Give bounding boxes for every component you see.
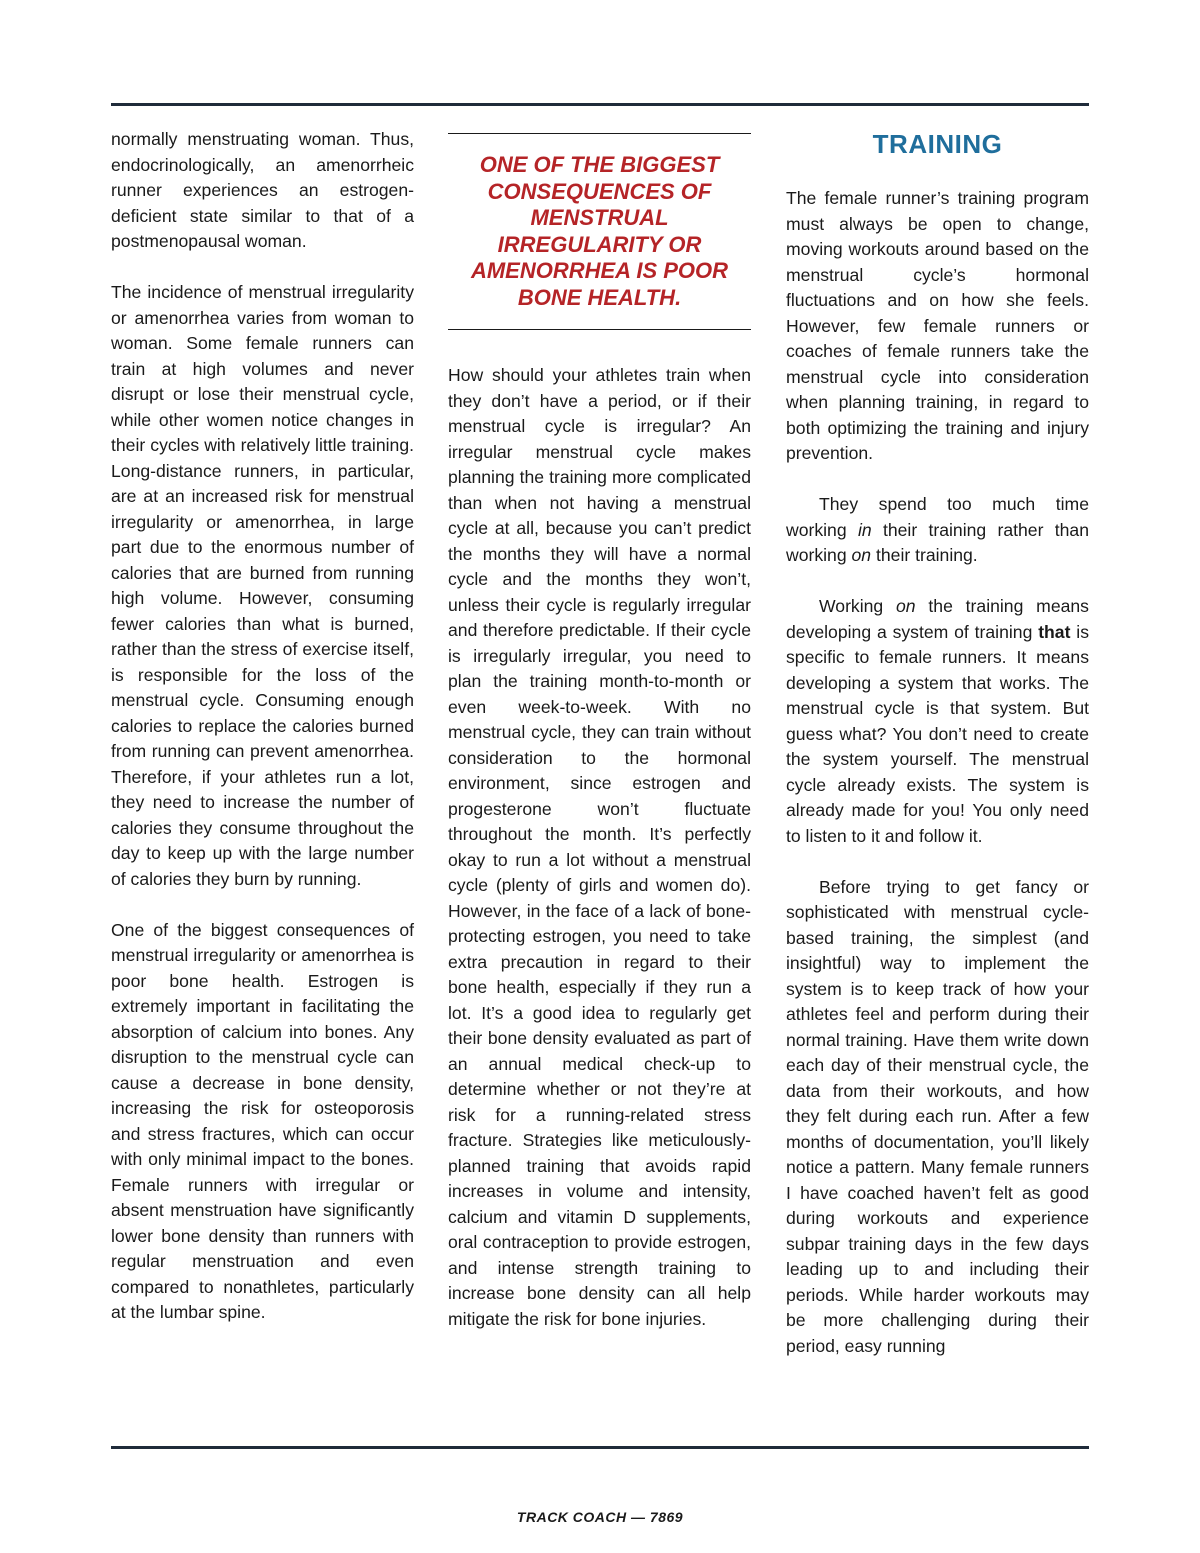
col3-paragraph-4: Before trying to get fancy or sophisticated with menstrual cycle-based training, the simplest (and insightful) way to implement the system is to keep track of how your athletes feel and perform during their normal training. Have them write down each day of their menstrual cycle, the data from their workouts, and how they felt during each run. After a few months of documentation, you’ll likely notice a pattern. Many female runners I have coached haven’t felt as good during workouts and experience subpar training days in the few days leading up to and including their periods. While harder workouts may be more challenging during their period, easy running [786,876,1089,1356]
text-run: Working [819,596,897,616]
col1-paragraph-1: normally menstruating woman. Thus, endocrinologically, an amenorrheic runner experiences an estrogen-deficient state similar to that of a postmenopausal woman. [111,129,414,251]
pull-quote-text: ONE OF THE BIGGEST CONSEQUENCES OF MENSTRUAL IRREGULARITY OR AMENORRHEA IS POOR BONE HEALTH. [470,152,729,310]
col3-paragraph-2 [786,492,1089,569]
col2-paragraph-1: How should your athletes train when they don’t have a period, or if their menstrual cycle is irregular? An irregular menstrual cycle makes planning the training more complicated than when not having a menstrual cycle at all, because you can’t predict the months they will have a normal cycle and the months they won’t, unless their cycle is regularly irregular and therefore predictable. If their cycle is irregularly irregular, you need to plan the training month-to-month or even week-to-week. With no menstrual cycle, they can train without consideration to the hormonal environment, since estrogen and progesterone won’t fluctuate throughout the month. It’s perfectly okay to run a lot without a menstrual cycle (plenty of girls and women do). However, in the face of a lack of bone-protecting estrogen, you need to take extra precaution in regard to their bone health, especially if they run a lot. It’s a good idea to regularly get their bone density evaluated as part of an annual medical check-up to determine whether or not they’re at risk for a running-related stress fracture. Strategies like meticulously-planned training that avoids rapid increases in volume and intensity, calcium and vitamin D supplements, oral contraception to provide estrogen, and intense strength training to increase bone density can all help mitigate the risk for bone injuries. [448,365,751,1329]
italic-word: on [896,596,916,616]
col3-paragraph-1: The female runner’s training program must always be open to change, moving workouts around based on the menstrual cycle’s hormonal fluctuations and on how she feels. However, few female runners or coaches of female runners take the menstrual cycle into consideration when planning training, in regard to both optimizing the training and injury prevention. [786,188,1089,463]
text-run: They spend too much time working [786,494,1089,540]
column-3 [786,186,1089,1385]
pull-quote [448,133,751,330]
italic-word: in [857,519,872,540]
col3-paragraph-3 [786,594,1089,849]
text-run: the training means developing a system of training [786,596,1089,642]
column-1 [111,127,414,1351]
top-rule [111,103,1089,106]
section-heading: TRAINING [872,129,1003,159]
italic-word: on [851,545,872,565]
text-run: is specific to female runners. It means developing a system that works. The menstrual cycle is that system. But guess what? You don’t need to create the system yourself. The menstrual cycle already exists. The system is already made for you! You only need to listen to it and follow it. [786,621,1089,846]
col1-paragraph-3: One of the biggest consequences of menstrual irregularity or amenorrhea is poor bone health. Estrogen is extremely important in facilitating the absorption of calcium into bones. Any disruption to the menstrual cycle can cause a decrease in bone density, increasing the risk for osteoporosis and stress fractures, which can occur with only minimal impact to the bones. Female runners with irregular or absent menstruation have significantly lower bone density than runners with regular menstruation and even compared to nonathletes, particularly at the lumbar spine. [111,919,414,1322]
text-run: their training rather than working [786,519,1089,565]
bottom-rule [111,1446,1089,1449]
text-run: their training. [871,545,978,565]
column-2 [448,363,751,1358]
bold-word: that [1038,621,1071,642]
page-footer: TRACK COACH — 7869 [516,1509,684,1525]
col1-paragraph-2: The incidence of menstrual irregularity or amenorrhea varies from woman to woman. Some female runners can train at high volumes and never disrupt or lose their menstrual cycle, while other women notice changes in their cycles with relatively little training. Long-distance runners, in particular, are at an increased risk for menstrual irregularity or amenorrhea, in large part due to the enormous number of calories that are burned from running high volume. However, consuming fewer calories than what is burned, rather than the stress of exercise itself, is responsible for the loss of the menstrual cycle. Consuming enough calories to replace the calories burned from running can prevent amenorrhea. Therefore, if your athletes run a lot, they need to increase the number of calories they consume throughout the day to keep up with the large number of calories they burn by running. [111,282,414,889]
